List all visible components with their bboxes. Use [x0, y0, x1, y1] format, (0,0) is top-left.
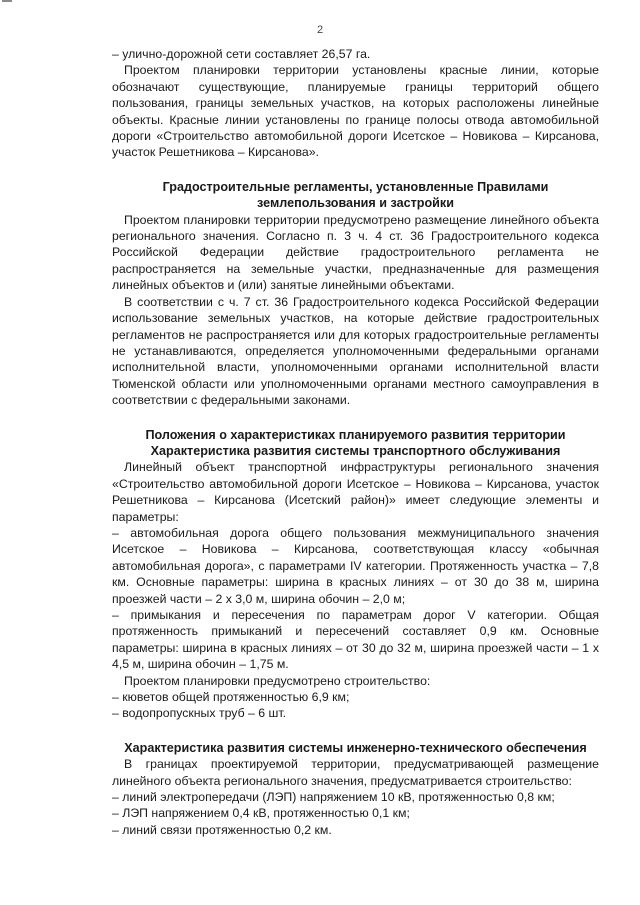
paragraph: Линейный объект транспортной инфраструктуры регионального значения «Строительство автомобильной дороги Исетское – Новикова – Кирсанова, участок Решетникова – Кирсанова (Исетский район)» имеет следующие элементы и параметры:: [112, 460, 599, 524]
paragraph: Проектом планировки предусмотрено строительство:: [124, 673, 431, 688]
paragraph: В соответствии с ч. 7 ст. 36 Градостроительного кодекса Российской Федерации использование земельных участков, на которые действие градостроительных регламентов не распространяется или для которых градостроительные регламенты не устанавливаются, определяется уполномоченными федеральными органами исполнительной власти, уполномоченными органами исполнительной власти Тюменской области или уполномоченными органами местного самоуправления в соответствии с федеральными законами.: [112, 294, 599, 408]
list-item: – линий связи протяженностью 0,2 км.: [112, 822, 332, 837]
list-item: – примыкания и пересечения по параметрам дорог V категории. Общая протяженность примыканий и пересечений составляет 0,9 км. Основные параметры: ширина в красных линиях – от 30 до 32 м, ширина проезжей части – 1 х 4,5 м, ширина обочин – 1,75 м.: [112, 608, 599, 672]
paragraph: Проектом планировки территории предусмотрено размещение линейного объекта регионального значения. Согласно п. 3 ч. 4 ст. 36 Градостроительного кодекса Российской Федерации действие градостроительного регламента не распространяется на земельные участки, предназначенные для размещения линейных объектов и (или) занятые линейными объектами.: [112, 212, 599, 293]
section-spacer: [112, 161, 599, 179]
list-item: – автомобильная дорога общего пользования межмуниципального значения Исетское – Новикова – Кирсанова, соответствующая классу «обычная автомобильная дорога», с параметрами IV категории. Протяженность участка – 7,8 км. Основные параметры: ширина в красных линиях – от 30 до 38 м, ширина проезжей части – 2 х 3,0 м, ширина обочин – 2,0 м;: [112, 525, 599, 606]
page-number: 2: [316, 24, 324, 36]
scan-corner-mark: [2, 0, 12, 6]
list-item: – кюветов общей протяженностью 6,9 км;: [112, 690, 350, 705]
list-item: – улично-дорожной сети составляет 26,57 га.: [112, 47, 371, 61]
list-item: – водопропускных труб – 6 шт.: [112, 706, 287, 721]
section-spacer: [112, 722, 599, 740]
section-heading: Характеристика развития системы транспортного обслуживания: [150, 443, 561, 458]
section-spacer: [112, 409, 599, 427]
section-heading: Характеристика развития системы инженерно-технического обеспечения: [124, 740, 587, 755]
list-item: – линий электропередачи (ЛЭП) напряжением 10 кВ, протяженностью 0,8 км;: [112, 790, 555, 805]
paragraph: В границах проектируемой территории, предусматривающей размещение линейного объекта регионального значения, предусматривается строительство:: [112, 757, 599, 788]
section-heading: Положения о характеристиках планируемого развития территории: [145, 427, 566, 442]
paragraph: Проектом планировки территории установлены красные линии, которые обозначают существующие, планируемые границы территорий общего пользования, границы земельных участков, на которых расположены линейные объекты. Красные линии установлены по границе полосы отвода автомобильной дороги «Строительство автомобильной дороги Исетское – Новикова – Кирсанова, участок Решетникова – Кирсанова».: [112, 63, 599, 160]
section-heading: Градостроительные регламенты, установленные Правилами землепользования и застройки: [162, 179, 549, 211]
list-item: – ЛЭП напряжением 0,4 кВ, протяженностью 0,1 км;: [112, 806, 410, 821]
document-body: [112, 46, 599, 838]
